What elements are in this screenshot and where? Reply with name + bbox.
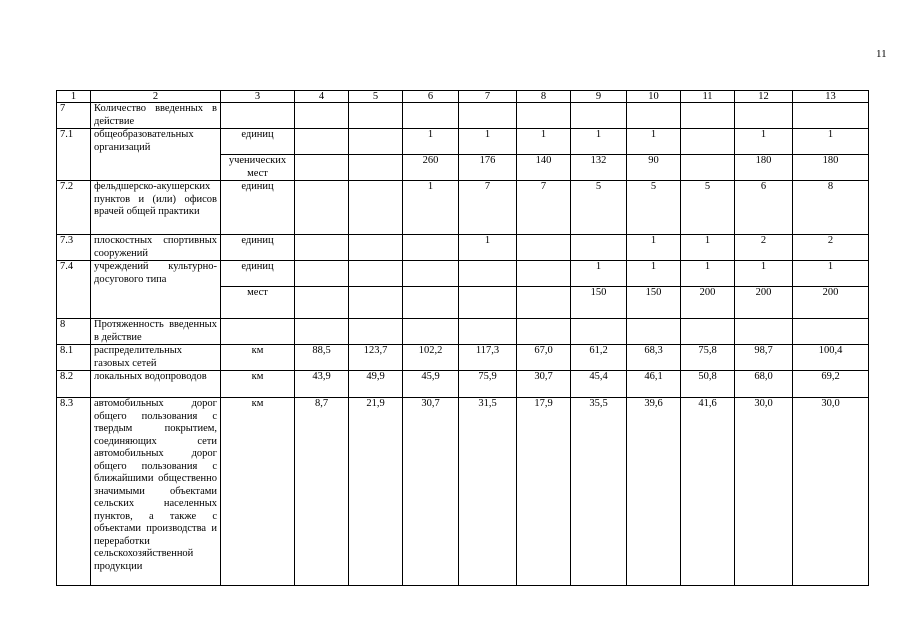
- row-number: 7.3: [57, 235, 91, 261]
- value-cell: [735, 319, 793, 345]
- unit-cell: [221, 103, 295, 129]
- column-header: 8: [517, 91, 571, 103]
- value-cell: 46,1: [627, 371, 681, 398]
- row-number: 7.4: [57, 261, 91, 319]
- table-row: [57, 371, 869, 398]
- row-number: 8.2: [57, 371, 91, 398]
- value-cell: [349, 235, 403, 261]
- row-name: локальных водопроводов: [91, 371, 221, 398]
- row-number: 8.1: [57, 345, 91, 371]
- value-cell: [403, 103, 459, 129]
- value-cell: 1: [517, 129, 571, 155]
- data-table: [56, 90, 869, 586]
- value-cell: 30,0: [793, 398, 869, 586]
- unit-cell: [221, 319, 295, 345]
- unit-cell: км: [221, 398, 295, 586]
- unit-cell: км: [221, 345, 295, 371]
- value-cell: 1: [571, 261, 627, 287]
- value-cell: [295, 155, 349, 181]
- value-cell: [571, 319, 627, 345]
- value-cell: 90: [627, 155, 681, 181]
- row-number: 7.2: [57, 181, 91, 235]
- value-cell: 100,4: [793, 345, 869, 371]
- value-cell: [459, 103, 517, 129]
- value-cell: [349, 155, 403, 181]
- value-cell: 68,3: [627, 345, 681, 371]
- row-name: Протяженность введенных в действие: [91, 319, 221, 345]
- value-cell: [681, 319, 735, 345]
- value-cell: 1: [627, 235, 681, 261]
- column-header: 13: [793, 91, 869, 103]
- value-cell: 41,6: [681, 398, 735, 586]
- value-cell: [295, 181, 349, 235]
- value-cell: 180: [793, 155, 869, 181]
- value-cell: 1: [735, 261, 793, 287]
- value-cell: 49,9: [349, 371, 403, 398]
- value-cell: [627, 319, 681, 345]
- value-cell: 123,7: [349, 345, 403, 371]
- value-cell: [349, 103, 403, 129]
- value-cell: 75,8: [681, 345, 735, 371]
- value-cell: 1: [627, 129, 681, 155]
- value-cell: 1: [627, 261, 681, 287]
- value-cell: [349, 181, 403, 235]
- value-cell: 1: [571, 129, 627, 155]
- value-cell: 200: [735, 287, 793, 319]
- value-cell: 98,7: [735, 345, 793, 371]
- value-cell: [517, 103, 571, 129]
- column-header: 11: [681, 91, 735, 103]
- value-cell: 1: [459, 235, 517, 261]
- value-cell: 1: [403, 181, 459, 235]
- value-cell: [735, 103, 793, 129]
- value-cell: [295, 287, 349, 319]
- value-cell: [295, 261, 349, 287]
- value-cell: [403, 261, 459, 287]
- row-name: автомобильных дорог общего пользования с твердым покрытием, соединяющих сети автомобильных дорог общего пользования с ближайшими общественно значимыми объектами сельских населенных пунктов, а также с объектами производства и переработки сельскохозяйственной продукции: [91, 398, 221, 586]
- column-header: 5: [349, 91, 403, 103]
- value-cell: 7: [517, 181, 571, 235]
- value-cell: 69,2: [793, 371, 869, 398]
- value-cell: [403, 235, 459, 261]
- value-cell: 45,9: [403, 371, 459, 398]
- value-cell: [517, 319, 571, 345]
- row-name: плоскостных спортивных сооружений: [91, 235, 221, 261]
- value-cell: 102,2: [403, 345, 459, 371]
- column-header: 2: [91, 91, 221, 103]
- value-cell: 200: [681, 287, 735, 319]
- value-cell: 75,9: [459, 371, 517, 398]
- row-number: 8: [57, 319, 91, 345]
- value-cell: 1: [681, 261, 735, 287]
- table-row: [57, 235, 869, 261]
- value-cell: 2: [735, 235, 793, 261]
- value-cell: 2: [793, 235, 869, 261]
- value-cell: [517, 235, 571, 261]
- unit-cell: единиц: [221, 181, 295, 235]
- row-name: распределительных газовых сетей: [91, 345, 221, 371]
- column-header: 1: [57, 91, 91, 103]
- value-cell: [295, 103, 349, 129]
- row-number: 7.1: [57, 129, 91, 181]
- row-name: общеобразовательных организаций: [91, 129, 221, 181]
- value-cell: 45,4: [571, 371, 627, 398]
- table-row: [57, 181, 869, 235]
- value-cell: [571, 103, 627, 129]
- row-number: 8.3: [57, 398, 91, 586]
- value-cell: [793, 319, 869, 345]
- value-cell: 68,0: [735, 371, 793, 398]
- table-row: [57, 129, 869, 155]
- unit-cell: км: [221, 371, 295, 398]
- column-header: 9: [571, 91, 627, 103]
- value-cell: [295, 235, 349, 261]
- page-number: 11: [876, 48, 887, 60]
- column-header: 3: [221, 91, 295, 103]
- value-cell: 200: [793, 287, 869, 319]
- table-row: [57, 345, 869, 371]
- row-name: Количество введенных в действие: [91, 103, 221, 129]
- value-cell: 176: [459, 155, 517, 181]
- value-cell: 6: [735, 181, 793, 235]
- value-cell: [517, 261, 571, 287]
- value-cell: [295, 319, 349, 345]
- value-cell: 50,8: [681, 371, 735, 398]
- value-cell: [403, 319, 459, 345]
- value-cell: [459, 261, 517, 287]
- value-cell: 88,5: [295, 345, 349, 371]
- table-row: [57, 103, 869, 129]
- value-cell: [349, 319, 403, 345]
- value-cell: [459, 319, 517, 345]
- value-cell: 21,9: [349, 398, 403, 586]
- value-cell: 180: [735, 155, 793, 181]
- column-header: 12: [735, 91, 793, 103]
- value-cell: 1: [459, 129, 517, 155]
- value-cell: 39,6: [627, 398, 681, 586]
- value-cell: 61,2: [571, 345, 627, 371]
- header-row: [57, 91, 869, 103]
- value-cell: 17,9: [517, 398, 571, 586]
- value-cell: 67,0: [517, 345, 571, 371]
- value-cell: 5: [571, 181, 627, 235]
- value-cell: [793, 103, 869, 129]
- value-cell: [681, 103, 735, 129]
- value-cell: 43,9: [295, 371, 349, 398]
- value-cell: [627, 103, 681, 129]
- value-cell: 8: [793, 181, 869, 235]
- value-cell: [349, 261, 403, 287]
- value-cell: [349, 129, 403, 155]
- table-row: [57, 261, 869, 287]
- value-cell: 30,0: [735, 398, 793, 586]
- value-cell: 1: [793, 261, 869, 287]
- value-cell: [295, 129, 349, 155]
- value-cell: [517, 287, 571, 319]
- value-cell: 132: [571, 155, 627, 181]
- unit-cell: единиц: [221, 261, 295, 287]
- value-cell: 30,7: [403, 398, 459, 586]
- value-cell: [403, 287, 459, 319]
- value-cell: 260: [403, 155, 459, 181]
- unit-cell: единиц: [221, 235, 295, 261]
- value-cell: 5: [627, 181, 681, 235]
- value-cell: [349, 287, 403, 319]
- value-cell: [571, 235, 627, 261]
- row-name: учреждений культурно-досугового типа: [91, 261, 221, 319]
- value-cell: 150: [571, 287, 627, 319]
- value-cell: 1: [735, 129, 793, 155]
- value-cell: 1: [403, 129, 459, 155]
- unit-cell: ученических мест: [221, 155, 295, 181]
- row-name: фельдшерско-акушерских пунктов и (или) офисов врачей общей практики: [91, 181, 221, 235]
- value-cell: 35,5: [571, 398, 627, 586]
- row-number: 7: [57, 103, 91, 129]
- unit-cell: единиц: [221, 129, 295, 155]
- value-cell: 5: [681, 181, 735, 235]
- value-cell: 30,7: [517, 371, 571, 398]
- table-row: [57, 398, 869, 586]
- value-cell: 117,3: [459, 345, 517, 371]
- column-header: 6: [403, 91, 459, 103]
- value-cell: 8,7: [295, 398, 349, 586]
- value-cell: 31,5: [459, 398, 517, 586]
- value-cell: [681, 129, 735, 155]
- value-cell: 7: [459, 181, 517, 235]
- value-cell: [459, 287, 517, 319]
- value-cell: 1: [681, 235, 735, 261]
- table-row: [57, 319, 869, 345]
- value-cell: 1: [793, 129, 869, 155]
- value-cell: 140: [517, 155, 571, 181]
- unit-cell: мест: [221, 287, 295, 319]
- column-header: 4: [295, 91, 349, 103]
- value-cell: [681, 155, 735, 181]
- column-header: 10: [627, 91, 681, 103]
- column-header: 7: [459, 91, 517, 103]
- value-cell: 150: [627, 287, 681, 319]
